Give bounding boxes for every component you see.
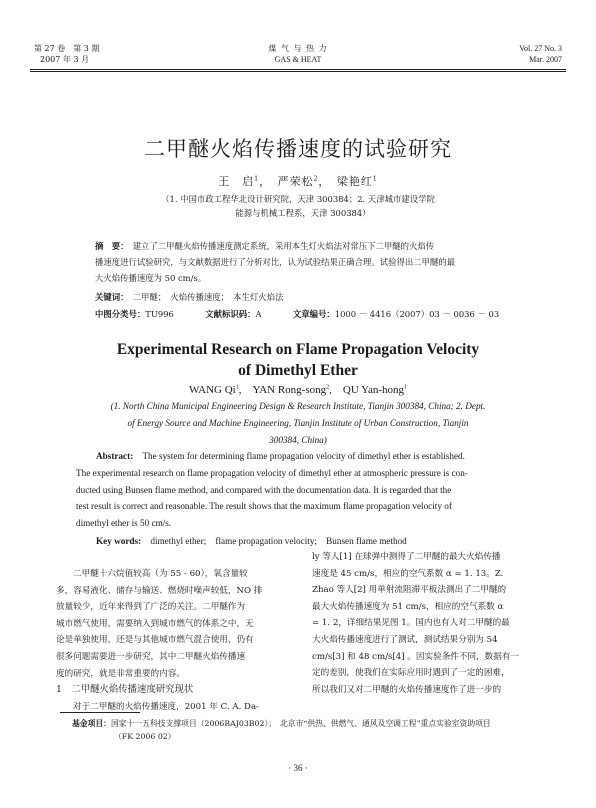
journal-name <box>248 43 348 65</box>
keywords-cn <box>95 289 283 305</box>
affiliation-en-line: of Energy Source and Machine Engineering, Tianjin Institute of Urban Construction, Tianjin <box>127 418 469 428</box>
abstract-en-label: Abstract: <box>96 451 134 461</box>
journal-name-cn: 煤 气 与 热 力 <box>268 44 328 53</box>
abstract-en-line: The system for determining flame propagation velocity of dimethyl ether is established. <box>142 451 465 461</box>
date-cn: 2007 年 3 月 <box>40 55 90 64</box>
affiliation-en <box>0 398 596 449</box>
article-number-value: 1000 － 4416（2007）03 － 0036 － 03 <box>334 309 500 319</box>
affiliation-cn-line: （1. 中国市政工程华北设计研究院，天津 300384；2. 天津城市建设学院 <box>161 194 435 204</box>
body-line: 对于二甲醚的火焰传播速度，2001 年 C. A. Da- <box>73 701 259 712</box>
volume-issue-cn: 第 27 卷 第 3 期 <box>34 44 100 53</box>
body-line: 所以我们又对二甲醚的火焰传播速度作了进一步的 <box>312 684 502 695</box>
classification-line <box>95 306 515 322</box>
abstract-cn-line: 建立了二甲醚火焰传播速度测定系统，采用本生灯火焰法对常压下二甲醚的火焰传 <box>132 241 435 251</box>
body-line: = 1. 2，详细结果见图 1。国内也有人对二甲醚的最 <box>312 618 510 629</box>
body-left-column <box>56 566 302 715</box>
footnote-line: 国家十一五科技支撑项目（2006BAJ03B02）； 北京市“供热、供燃气、通风及空调工程”重点实验室资助项目 <box>110 719 491 728</box>
author-1-affil-mark: 1 <box>254 175 260 183</box>
body-line: 速度是 45 cm/s，相应的空气系数 α = 1. 13。Z. <box>312 568 504 579</box>
title-en <box>0 339 596 381</box>
doc-code-label: 文献标识码： <box>205 309 256 319</box>
authors-en <box>0 381 596 397</box>
body-line: 城市燃气使用，需要纳入到城市燃气的体系之中，无 <box>56 618 254 629</box>
author-2-en-affil-mark: 2 <box>326 384 330 391</box>
author-1-en: WANG Qi <box>188 384 236 396</box>
doc-code-value: A <box>255 309 262 319</box>
abstract-en <box>76 448 521 532</box>
title-cn: 二甲醚火焰传播速度的试验研究 <box>144 137 452 161</box>
section-heading: 1 二甲醚火焰传播速度研究现状 <box>56 684 194 696</box>
clc-label: 中图分类号： <box>95 309 146 319</box>
footnote-funding <box>72 717 572 743</box>
abstract-cn-line: 播速度进行试验研究，与文献数据进行了分析对比，认为试验结果正确合理。试验得出二甲醚的最 <box>95 257 456 267</box>
title-en-line: of Dimethyl Ether <box>238 362 358 379</box>
author-3-en: , QU Yan-hong <box>329 384 405 396</box>
abstract-en-line: test result is correct and reasonable. The result shows that the maximum flame propagation velocity of <box>76 501 452 512</box>
keywords-en-text: dimethyl ether; flame propagation velocity; Bunsen flame method <box>150 536 407 546</box>
footnote-rule <box>60 712 140 713</box>
body-line: 定的差别，使我们在实际应用时遇到了一定的困难， <box>312 668 510 679</box>
body-line: 多，容易液化、储存与输送、燃烧时噪声较低，NO 排 <box>56 585 263 596</box>
abstract-en-line: dimethyl ether is 50 cm/s. <box>76 518 172 529</box>
body-line: 很多问题需要进一步研究，其中二甲醚火焰传播速 <box>56 651 246 662</box>
date-en: Mar. 2007 <box>529 55 562 64</box>
abstract-en-line: ducted using Bunsen flame method, and compared with the documentation data. It is regarded that the <box>76 484 452 495</box>
body-line: 放量较少，近年来得到了广泛的关注。二甲醚作为 <box>56 602 246 613</box>
volume-issue-en: Vol. 27 No. 3 <box>519 44 562 53</box>
author-2-en: , YAN Rong-song <box>238 384 327 396</box>
affiliation-en-line: (1. North China Municipal Engineering Design & Research Institute, Tianjin 300384, China; 2. Dept. <box>110 401 486 411</box>
body-line: Zhao 等人[2] 用单射流阻滞平板法测出了二甲醚的 <box>312 585 507 596</box>
affiliation-cn-line: 能源与机械工程系，天津 300384） <box>235 208 371 218</box>
body-right-column <box>312 549 558 698</box>
article-number-label: 文章编号： <box>292 309 335 319</box>
author-2-affil-mark: 2 <box>313 175 319 183</box>
affiliation-en-line: 300384, China) <box>269 435 327 445</box>
header-rule <box>30 69 566 70</box>
keywords-cn-label: 关键词： <box>95 292 125 302</box>
authors-cn <box>0 173 596 189</box>
author-3-affil-mark: 1 <box>372 175 378 183</box>
author-2-cn: ， 严荣松 <box>259 175 314 188</box>
body-line: 二甲醚十六烷值较高（为 55 - 60），氧含量较 <box>73 569 248 579</box>
body-line: cm/s[3] 和 48 cm/s[4] 。因实验条件不同，数据有一 <box>312 651 520 662</box>
body-line: 度的研究，就是非常重要的内容。 <box>56 668 185 679</box>
footnote-line: （FK 2006 02） <box>114 732 176 741</box>
abstract-en-line: The experimental research on flame propagation velocity of dimethyl ether at atmospheric pressure is con- <box>76 467 468 478</box>
keywords-en-label: Key words: <box>96 536 142 546</box>
author-3-en-affil-mark: 1 <box>404 384 408 391</box>
abstract-cn <box>95 238 503 286</box>
header-rule-thin <box>30 71 566 72</box>
keywords-cn-text: 二甲醚； 火焰传播速度； 本生灯火焰法 <box>132 292 284 302</box>
title-en-line: Experimental Research on Flame Propagation Velocity <box>116 341 480 358</box>
abstract-cn-label: 摘 要： <box>95 241 125 251</box>
abstract-cn-line: 大火焰传播速度为 50 cm/s。 <box>95 273 207 283</box>
author-1-cn: 王 启 <box>218 175 255 188</box>
body-line: 论是单独使用，还是与其他城市燃气混合使用，仍有 <box>56 635 254 646</box>
affiliation-cn <box>0 192 596 220</box>
body-line: 最大火焰传播速度为 51 cm/s，相应的空气系数 α <box>312 601 504 612</box>
page-number: · 36 · <box>288 763 308 773</box>
journal-name-en: GAS & HEAT <box>274 55 322 64</box>
clc-value: TU996 <box>145 309 174 319</box>
journal-volume-issue <box>34 43 99 65</box>
keywords-en <box>96 533 407 547</box>
author-3-cn: ， 梁艳红 <box>318 175 373 188</box>
journal-volume-en <box>519 43 562 65</box>
body-line: ly 等人[1] 在球弹中测得了二甲醚的最大火焰传播 <box>312 552 501 562</box>
author-1-en-affil-mark: 1 <box>235 384 239 391</box>
body-line: 大火焰传播速度进行了测试，测试结果分别为 54 <box>312 634 498 645</box>
footnote-label: 基金项目： <box>72 719 111 728</box>
